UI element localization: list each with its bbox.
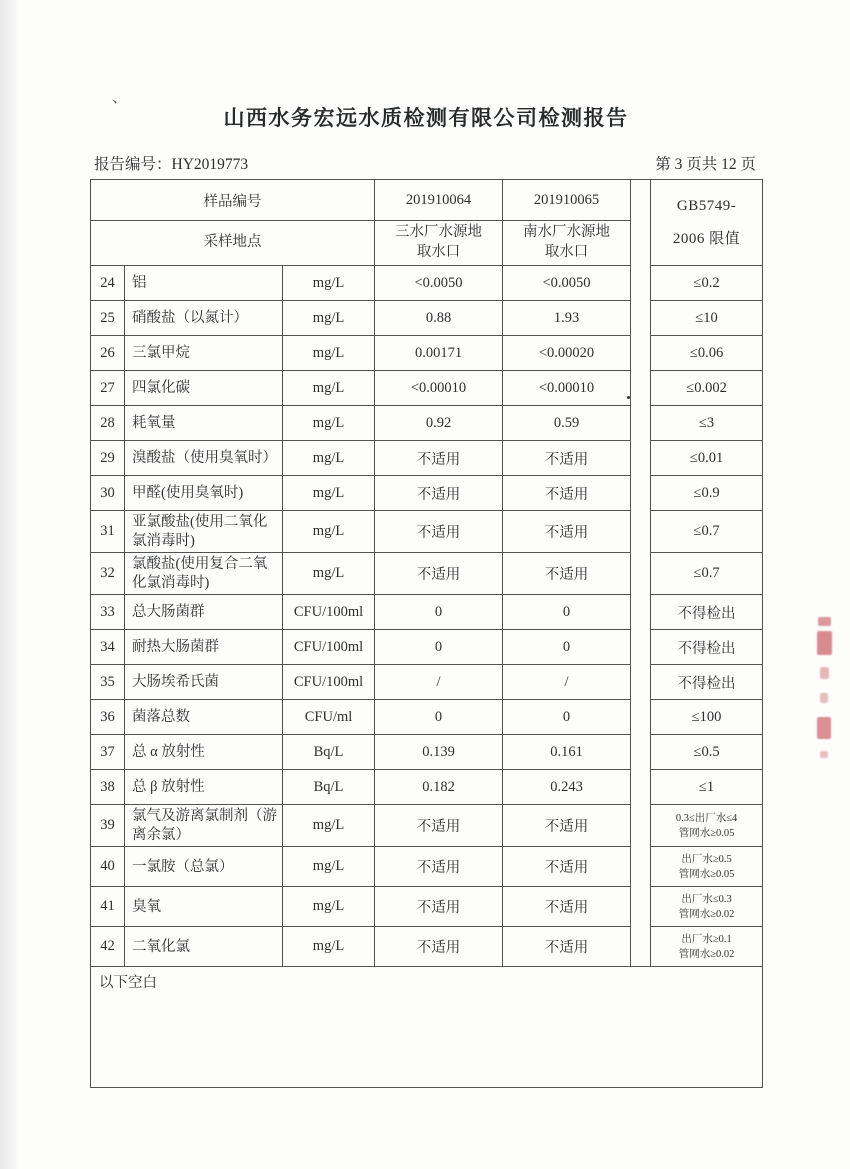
param-name-cell: 二氧化氯: [125, 927, 283, 967]
sample2-no-cell: 201910065: [503, 180, 631, 221]
spacer-cell: [631, 511, 651, 553]
table-row: [91, 735, 763, 770]
sample1-value-cell: 0.182: [375, 770, 503, 805]
sample2-value-cell: <0.00010: [503, 371, 631, 406]
sample1-value-cell: 不适用: [375, 847, 503, 887]
unit-cell: CFU/100ml: [283, 630, 375, 665]
unit-cell: mg/L: [283, 441, 375, 476]
spacer-cell: [631, 476, 651, 511]
sample1-value-cell: 不适用: [375, 441, 503, 476]
spacer-cell: [631, 630, 651, 665]
sample2-value-cell: 不适用: [503, 927, 631, 967]
spacer-cell: [631, 336, 651, 371]
row-number-cell: 29: [91, 441, 125, 476]
table-row: [91, 406, 763, 441]
spacer-cell: [631, 665, 651, 700]
sample1-value-cell: /: [375, 665, 503, 700]
table-row: [91, 665, 763, 700]
table-row: [91, 511, 763, 553]
table-row: [91, 476, 763, 511]
sample1-value-cell: 不适用: [375, 887, 503, 927]
report-number-label: 报告编号：: [94, 156, 172, 173]
limit-standard-line2: 2006 限值: [672, 230, 741, 247]
unit-cell: mg/L: [283, 266, 375, 301]
report-meta-line: [94, 152, 756, 174]
limit-standard-line1: GB5749-: [676, 198, 737, 214]
blank-footer-row: [91, 967, 763, 1088]
row-number-cell: 33: [91, 595, 125, 630]
red-stamp-fragment: [811, 612, 837, 770]
row-number-cell: 24: [91, 266, 125, 301]
sample1-value-cell: 不适用: [375, 927, 503, 967]
page-indicator: 第 3 页共 12 页: [655, 156, 756, 173]
sample1-value-cell: 0.00171: [375, 336, 503, 371]
unit-cell: mg/L: [283, 336, 375, 371]
limit-cell: ≤0.7: [651, 553, 763, 595]
unit-cell: mg/L: [283, 476, 375, 511]
table-row: [91, 887, 763, 927]
unit-cell: Bq/L: [283, 735, 375, 770]
spacer-cell: [631, 595, 651, 630]
row-number-cell: 41: [91, 887, 125, 927]
sample1-value-cell: 不适用: [375, 553, 503, 595]
param-name-cell: 溴酸盐（使用臭氧时）: [125, 441, 283, 476]
limit-cell: 不得检出: [651, 630, 763, 665]
param-name-cell: 总 α 放射性: [125, 735, 283, 770]
param-name-cell: 氯气及游离氯制剂（游离余氯）: [125, 805, 283, 847]
limit-cell: 出厂水≥0.5 管网水≥0.05: [651, 847, 763, 887]
location-label-cell: 采样地点: [91, 221, 375, 266]
param-name-cell: 耐热大肠菌群: [125, 630, 283, 665]
limit-cell: ≤10: [651, 301, 763, 336]
sample1-value-cell: 不适用: [375, 511, 503, 553]
table-row: [91, 805, 763, 847]
sample2-value-cell: 0.243: [503, 770, 631, 805]
limit-cell: ≤0.2: [651, 266, 763, 301]
row-number-cell: 30: [91, 476, 125, 511]
unit-cell: CFU/ml: [283, 700, 375, 735]
stray-pen-mark: 、: [112, 90, 128, 106]
sample2-value-cell: <0.00020: [503, 336, 631, 371]
row-number-cell: 36: [91, 700, 125, 735]
scan-edge-shadow: [0, 0, 20, 1169]
limit-cell: 出厂水≥0.1 管网水≥0.02: [651, 927, 763, 967]
unit-cell: mg/L: [283, 511, 375, 553]
spacer-cell: [631, 770, 651, 805]
sample1-value-cell: 0.139: [375, 735, 503, 770]
sample-no-label-cell: 样品编号: [91, 180, 375, 221]
sample1-value-cell: <0.0050: [375, 266, 503, 301]
unit-cell: mg/L: [283, 887, 375, 927]
sample1-value-cell: 不适用: [375, 805, 503, 847]
param-name-cell: 菌落总数: [125, 700, 283, 735]
ink-dot-artifact: [627, 396, 630, 399]
limit-cell: ≤3: [651, 406, 763, 441]
table-row: [91, 336, 763, 371]
sample1-value-cell: 0: [375, 595, 503, 630]
sample1-value-cell: <0.00010: [375, 371, 503, 406]
limit-cell: ≤0.06: [651, 336, 763, 371]
sample2-value-cell: 1.93: [503, 301, 631, 336]
below-blank-cell: 以下空白: [91, 967, 763, 1088]
unit-cell: CFU/100ml: [283, 665, 375, 700]
sample1-value-cell: 0: [375, 700, 503, 735]
table-row: [91, 266, 763, 301]
limit-cell: ≤1: [651, 770, 763, 805]
sample1-value-cell: 0.92: [375, 406, 503, 441]
limit-cell: ≤0.7: [651, 511, 763, 553]
spacer-cell: [631, 847, 651, 887]
table-row: [91, 770, 763, 805]
unit-cell: mg/L: [283, 927, 375, 967]
sample2-value-cell: 0.161: [503, 735, 631, 770]
param-name-cell: 总 β 放射性: [125, 770, 283, 805]
spacer-cell: [631, 180, 651, 266]
limit-cell: ≤0.01: [651, 441, 763, 476]
table-row: [91, 595, 763, 630]
spacer-cell: [631, 700, 651, 735]
param-name-cell: 铝: [125, 266, 283, 301]
table-row: [91, 927, 763, 967]
spacer-cell: [631, 553, 651, 595]
param-name-cell: 耗氧量: [125, 406, 283, 441]
sample2-location-cell: 南水厂水源地 取水口: [503, 221, 631, 266]
sample1-no-cell: 201910064: [375, 180, 503, 221]
param-name-cell: 一氯胺（总氯）: [125, 847, 283, 887]
sample2-value-cell: /: [503, 665, 631, 700]
unit-cell: Bq/L: [283, 770, 375, 805]
param-name-cell: 硝酸盐（以氮计）: [125, 301, 283, 336]
table-row: [91, 630, 763, 665]
limit-cell: ≤100: [651, 700, 763, 735]
param-name-cell: 大肠埃希氏菌: [125, 665, 283, 700]
limit-cell: ≤0.9: [651, 476, 763, 511]
table-row: [91, 847, 763, 887]
unit-cell: CFU/100ml: [283, 595, 375, 630]
unit-cell: mg/L: [283, 371, 375, 406]
row-number-cell: 42: [91, 927, 125, 967]
param-name-cell: 总大肠菌群: [125, 595, 283, 630]
sample2-value-cell: 不适用: [503, 553, 631, 595]
unit-cell: mg/L: [283, 406, 375, 441]
table-row: [91, 301, 763, 336]
table-row: [91, 700, 763, 735]
spacer-cell: [631, 887, 651, 927]
row-number-cell: 26: [91, 336, 125, 371]
row-number-cell: 27: [91, 371, 125, 406]
sample2-value-cell: 不适用: [503, 887, 631, 927]
spacer-cell: [631, 735, 651, 770]
limit-cell: 不得检出: [651, 595, 763, 630]
unit-cell: mg/L: [283, 847, 375, 887]
param-name-cell: 臭氧: [125, 887, 283, 927]
param-name-cell: 四氯化碳: [125, 371, 283, 406]
report-number-value: HY2019773: [171, 156, 249, 173]
spacer-cell: [631, 371, 651, 406]
row-number-cell: 32: [91, 553, 125, 595]
limit-cell: 出厂水≤0.3 管网水≥0.02: [651, 887, 763, 927]
row-number-cell: 37: [91, 735, 125, 770]
report-title: 山西水务宏远水质检测有限公司检测报告: [223, 106, 629, 130]
table-row: [91, 553, 763, 595]
row-number-cell: 40: [91, 847, 125, 887]
sample1-value-cell: 0.88: [375, 301, 503, 336]
row-number-cell: 34: [91, 630, 125, 665]
row-number-cell: 35: [91, 665, 125, 700]
row-number-cell: 28: [91, 406, 125, 441]
sample1-value-cell: 不适用: [375, 476, 503, 511]
param-name-cell: 三氯甲烷: [125, 336, 283, 371]
param-name-cell: 氯酸盐(使用复合二氧化氯消毒时): [125, 553, 283, 595]
spacer-cell: [631, 406, 651, 441]
unit-cell: mg/L: [283, 553, 375, 595]
limit-cell: ≤0.5: [651, 735, 763, 770]
sample2-value-cell: 0: [503, 595, 631, 630]
table-row: [91, 441, 763, 476]
report-number: [94, 152, 248, 174]
limit-cell: ≤0.002: [651, 371, 763, 406]
sample2-value-cell: 不适用: [503, 441, 631, 476]
spacer-cell: [631, 805, 651, 847]
limit-cell: 不得检出: [651, 665, 763, 700]
row-number-cell: 31: [91, 511, 125, 553]
row-number-cell: 25: [91, 301, 125, 336]
sample1-location-cell: 三水厂水源地 取水口: [375, 221, 503, 266]
sample2-value-cell: <0.0050: [503, 266, 631, 301]
row-number-cell: 38: [91, 770, 125, 805]
spacer-cell: [631, 266, 651, 301]
spacer-cell: [631, 441, 651, 476]
sample1-value-cell: 0: [375, 630, 503, 665]
param-name-cell: 亚氯酸盐(使用二氧化氯消毒时): [125, 511, 283, 553]
limit-standard-header-cell: [651, 180, 763, 266]
sample2-value-cell: 不适用: [503, 847, 631, 887]
unit-cell: mg/L: [283, 805, 375, 847]
spacer-cell: [631, 927, 651, 967]
limit-cell: 0.3≤出厂水≤4 管网水≥0.05: [651, 805, 763, 847]
header-row-sample-no: [91, 180, 763, 221]
param-name-cell: 甲醛(使用臭氧时): [125, 476, 283, 511]
results-table: [90, 179, 763, 1088]
sample2-value-cell: 0: [503, 700, 631, 735]
spacer-cell: [631, 301, 651, 336]
sample2-value-cell: 0: [503, 630, 631, 665]
sample2-value-cell: 0.59: [503, 406, 631, 441]
unit-cell: mg/L: [283, 301, 375, 336]
table-row: [91, 371, 763, 406]
report-document: [90, 102, 762, 1088]
sample2-value-cell: 不适用: [503, 805, 631, 847]
sample2-value-cell: 不适用: [503, 511, 631, 553]
sample2-value-cell: 不适用: [503, 476, 631, 511]
row-number-cell: 39: [91, 805, 125, 847]
